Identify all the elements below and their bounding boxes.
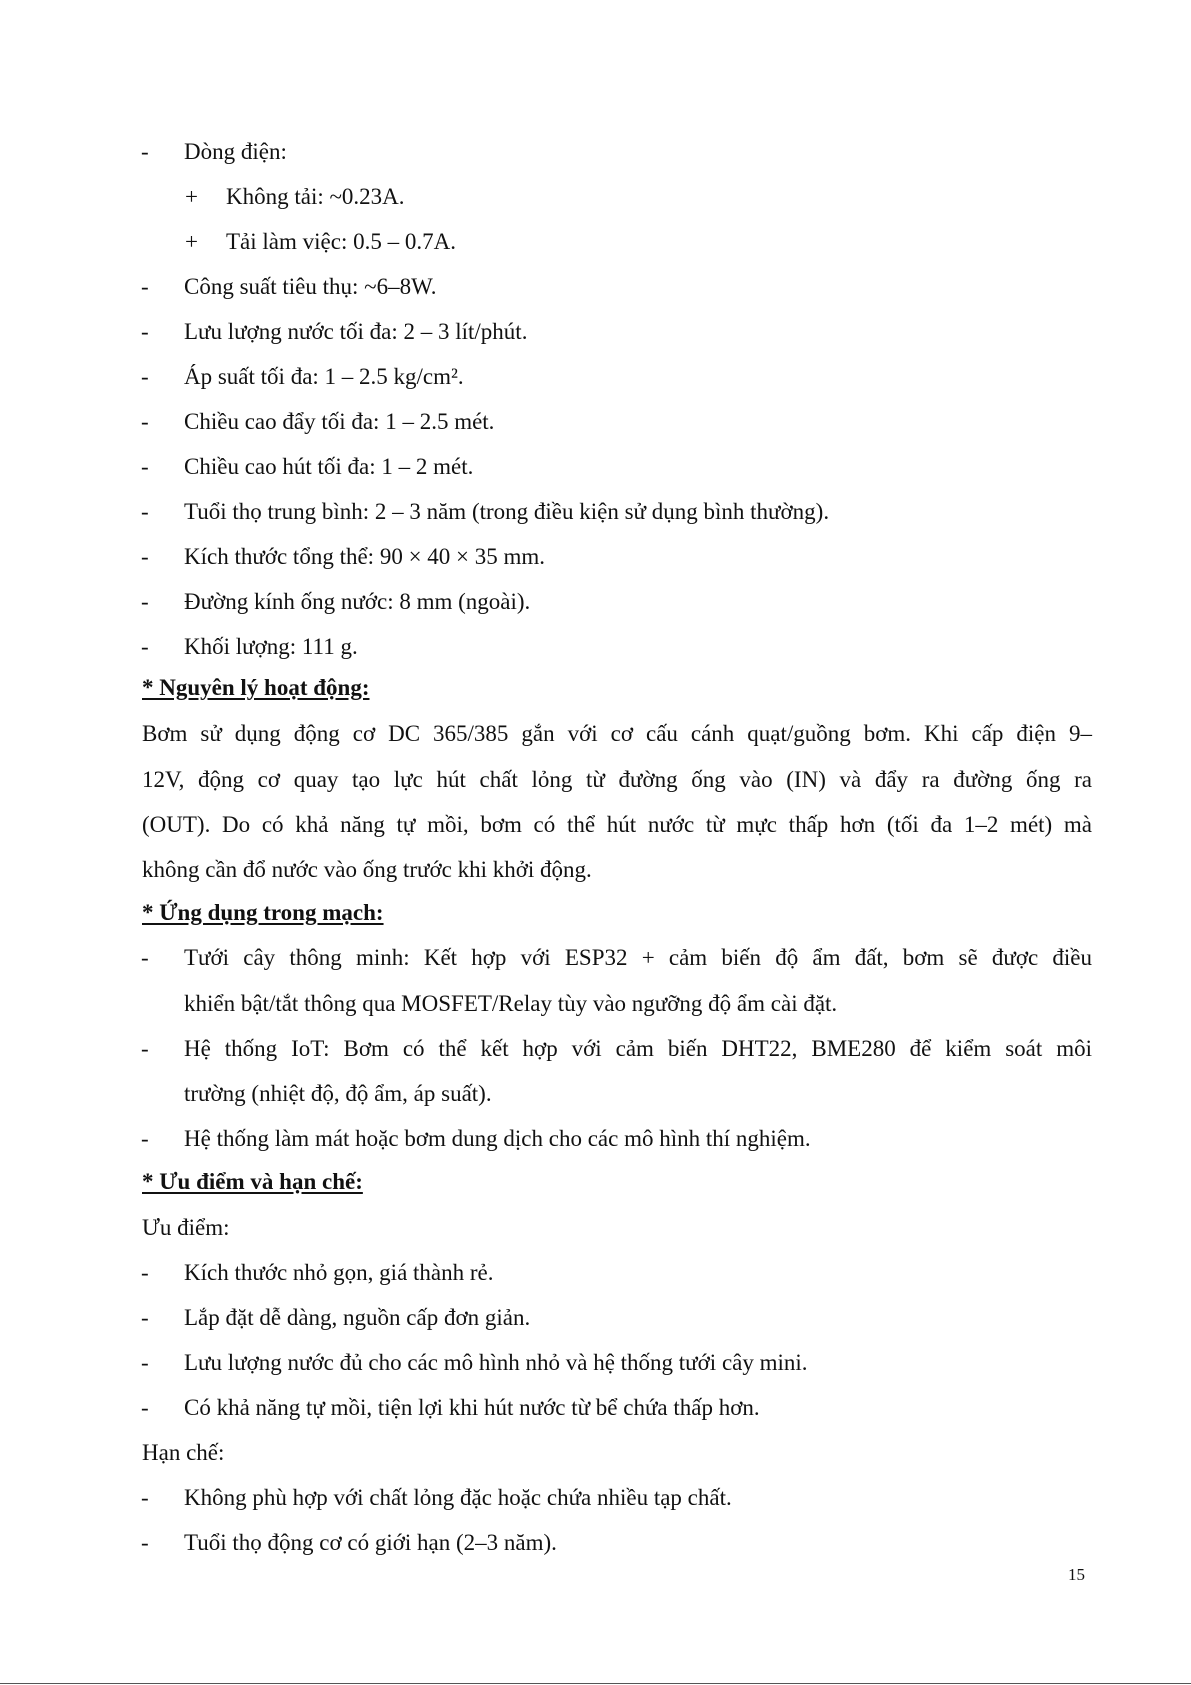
cons-item-2: Tuổi thọ động cơ có giới hạn (2–3 năm). xyxy=(184,1530,557,1555)
bullet-dash: - xyxy=(141,634,149,659)
spec-current-label: Dòng điện: xyxy=(184,139,287,164)
principle-text-line-4: không cần đổ nước vào ống trước khi khởi động. xyxy=(142,857,592,882)
spec-current-no-load: Không tải: ~0.23A. xyxy=(226,184,405,209)
bullet-dash: - xyxy=(141,1305,149,1330)
bullet-dash: - xyxy=(141,454,149,479)
bullet-dash: - xyxy=(141,1036,149,1061)
bullet-dash: - xyxy=(141,139,149,164)
bullet-dash: - xyxy=(141,1485,149,1510)
principle-text-line-3: (OUT). Do có khả năng tự mồi, bơm có thể hút nước từ mực thấp hơn (tối đa 1–2 mét) mà xyxy=(142,812,1092,837)
bullet-dash: - xyxy=(141,1126,149,1151)
spec-lifespan: Tuổi thọ trung bình: 2 – 3 năm (trong điều kiện sử dụng bình thường). xyxy=(184,499,830,524)
principle-text-line-1: Bơm sử dụng động cơ DC 365/385 gắn với cơ cấu cánh quạt/guồng bơm. Khi cấp điện 9– xyxy=(142,721,1092,746)
page-bottom-divider xyxy=(0,1683,1191,1684)
principle-heading: * Nguyên lý hoạt động: xyxy=(142,675,370,700)
pros-item-1: Kích thước nhỏ gọn, giá thành rẻ. xyxy=(184,1260,494,1285)
application-item-2-line-2: trường (nhiệt độ, độ ẩm, áp suất). xyxy=(184,1081,492,1106)
pros-cons-heading: * Ưu điểm và hạn chế: xyxy=(142,1169,363,1194)
bullet-dash: - xyxy=(141,319,149,344)
spec-dimensions: Kích thước tổng thể: 90 × 40 × 35 mm. xyxy=(184,544,546,569)
bullet-dash: - xyxy=(141,409,149,434)
bullet-dash: - xyxy=(141,1530,149,1555)
spec-push-height: Chiều cao đẩy tối đa: 1 – 2.5 mét. xyxy=(184,409,495,434)
bullet-dash: - xyxy=(141,544,149,569)
pros-item-3: Lưu lượng nước đủ cho các mô hình nhỏ và hệ thống tưới cây mini. xyxy=(184,1350,808,1375)
application-item-1-line-1: Tưới cây thông minh: Kết hợp với ESP32 + cảm biến độ ẩm đất, bơm sẽ được điều xyxy=(184,945,1092,970)
bullet-dash: - xyxy=(141,1395,149,1420)
pros-item-2: Lắp đặt dễ dàng, nguồn cấp đơn giản. xyxy=(184,1305,531,1330)
bullet-dash: - xyxy=(141,274,149,299)
application-heading: * Ứng dụng trong mạch: xyxy=(142,900,384,925)
bullet-dash: - xyxy=(141,364,149,389)
bullet-dash: - xyxy=(141,499,149,524)
principle-text-line-2: 12V, động cơ quay tạo lực hút chất lỏng từ đường ống vào (IN) và đẩy ra đường ống ra xyxy=(142,767,1092,792)
application-item-2-line-1: Hệ thống IoT: Bơm có thể kết hợp với cảm biến DHT22, BME280 để kiểm soát môi xyxy=(184,1036,1092,1061)
pros-item-4: Có khả năng tự mồi, tiện lợi khi hút nước từ bể chứa thấp hơn. xyxy=(184,1395,760,1420)
spec-weight: Khối lượng: 111 g. xyxy=(184,634,358,659)
pros-label: Ưu điểm: xyxy=(142,1215,230,1240)
spec-flow: Lưu lượng nước tối đa: 2 – 3 lít/phút. xyxy=(184,319,528,344)
spec-tube-diameter: Đường kính ống nước: 8 mm (ngoài). xyxy=(184,589,531,614)
spec-power: Công suất tiêu thụ: ~6–8W. xyxy=(184,274,437,299)
bullet-plus: + xyxy=(185,229,198,254)
application-item-3: Hệ thống làm mát hoặc bơm dung dịch cho các mô hình thí nghiệm. xyxy=(184,1126,811,1151)
spec-suction-height: Chiều cao hút tối đa: 1 – 2 mét. xyxy=(184,454,474,479)
cons-label: Hạn chế: xyxy=(142,1440,225,1465)
bullet-plus: + xyxy=(185,184,198,209)
application-item-1-line-2: khiển bật/tắt thông qua MOSFET/Relay tùy vào ngưỡng độ ẩm cài đặt. xyxy=(184,991,838,1016)
bullet-dash: - xyxy=(141,945,149,970)
spec-current-working: Tải làm việc: 0.5 – 0.7A. xyxy=(226,229,456,254)
bullet-dash: - xyxy=(141,1260,149,1285)
bullet-dash: - xyxy=(141,1350,149,1375)
bullet-dash: - xyxy=(141,589,149,614)
cons-item-1: Không phù hợp với chất lỏng đặc hoặc chứa nhiều tạp chất. xyxy=(184,1485,732,1510)
page-number: 15 xyxy=(1068,1565,1085,1584)
spec-pressure: Áp suất tối đa: 1 – 2.5 kg/cm². xyxy=(184,364,464,389)
